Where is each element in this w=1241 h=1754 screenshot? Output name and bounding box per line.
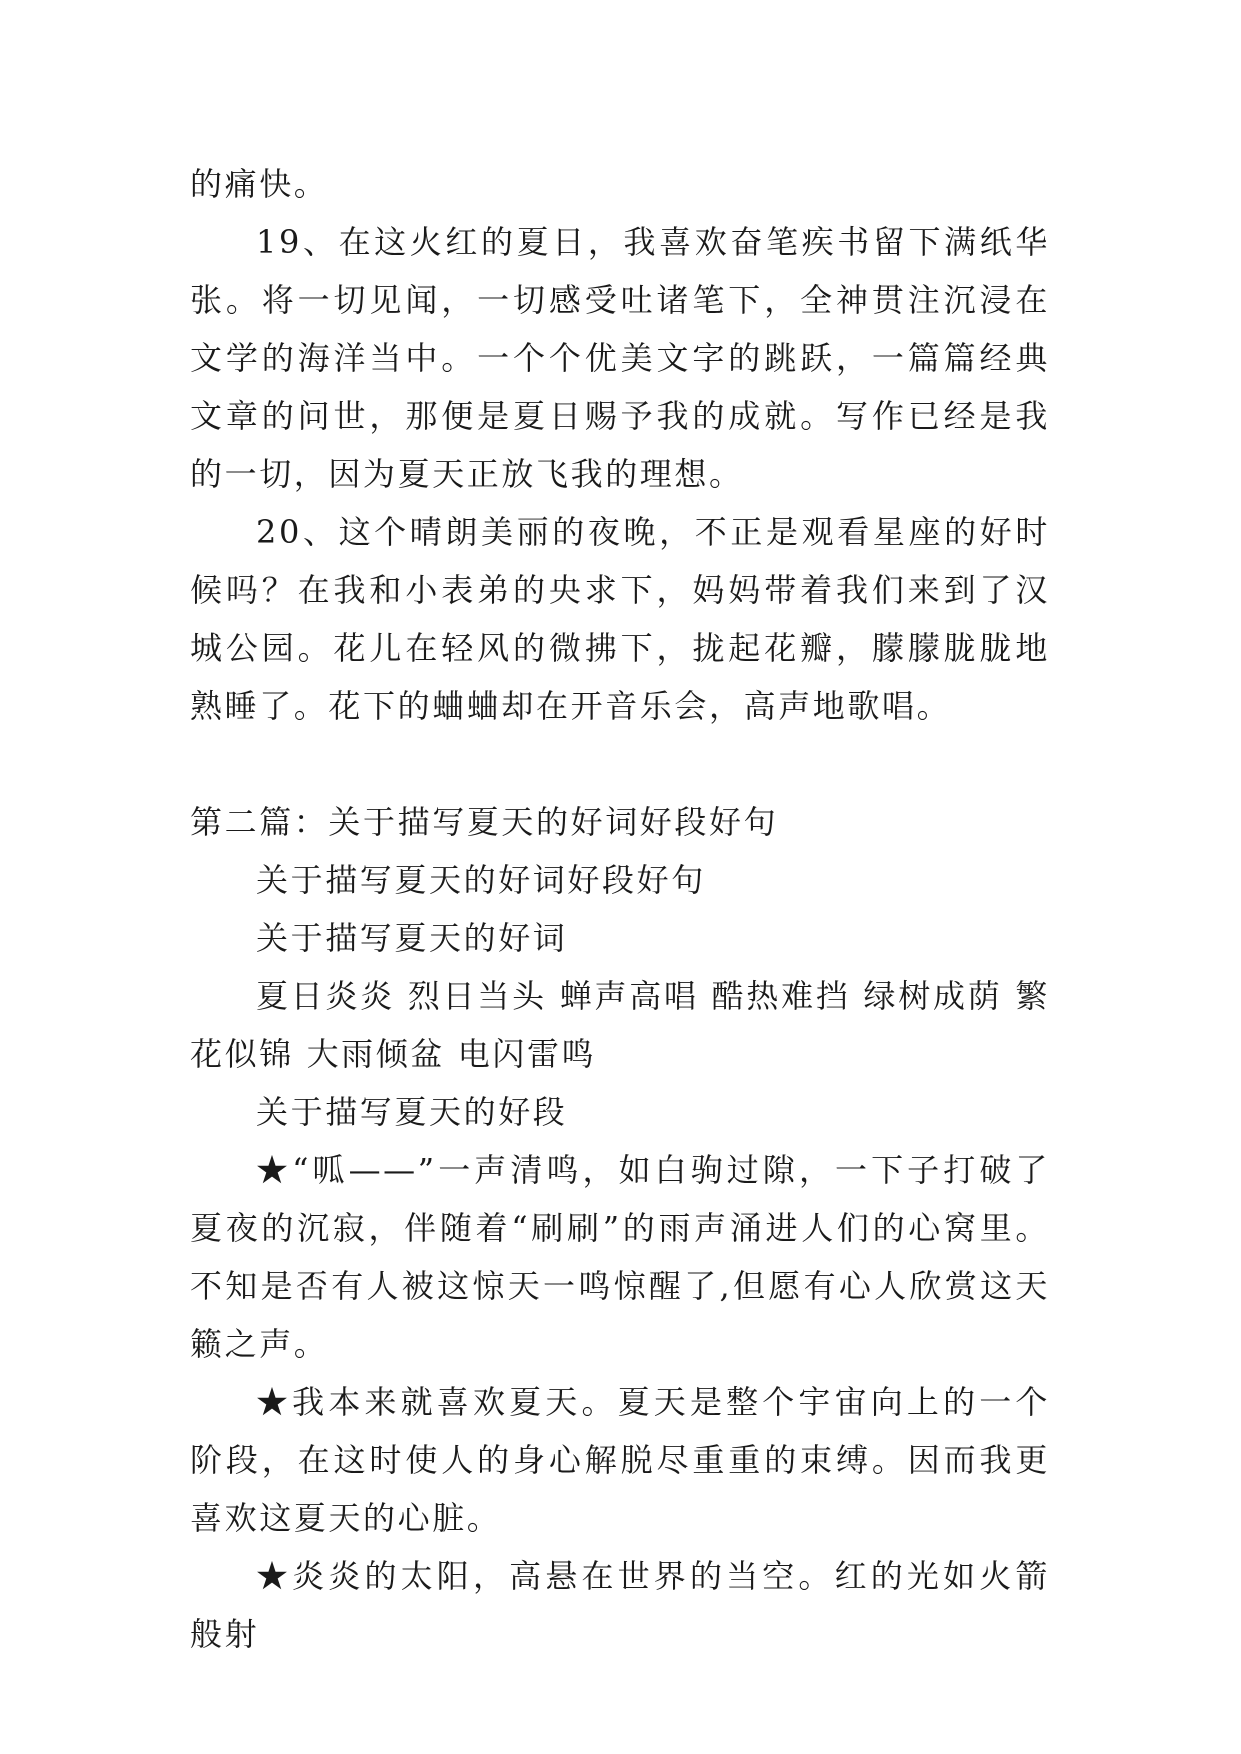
document-page [190,155,1050,1663]
star-paragraph-1: ★“呱——”一声清鸣，如白驹过隙，一下子打破了夏夜的沉寂，伴随着“刷刷”的雨声涌进人们的心窝里。不知是否有人被这惊天一鸣惊醒了,但愿有心人欣赏这天籁之声。 [190,1151,1050,1363]
section-title: 第二篇：关于描写夏天的好词好段好句 [190,803,779,841]
paragraphs-heading: 关于描写夏天的好段 [256,1093,568,1131]
paragraph-19: 19、在这火红的夏日，我喜欢奋笔疾书留下满纸华张。将一切见闻，一切感受吐诸笔下，全神贯注沉浸在文学的海洋当中。一个个优美文字的跳跃，一篇篇经典文章的问世，那便是夏日赐予我的成就。写作已经是我的一切，因为夏天正放飞我的理想。 [190,223,1050,493]
star-paragraph-3: ★炎炎的太阳，高悬在世界的当空。红的光如火箭般射 [190,1557,1050,1653]
words-list: 夏日炎炎 烈日当头 蝉声高唱 酷热难挡 绿树成荫 繁花似锦 大雨倾盆 电闪雷鸣 [190,977,1050,1073]
star-paragraph-2: ★我本来就喜欢夏天。夏天是整个宇宙向上的一个阶段，在这时使人的身心解脱尽重重的束缚。因而我更喜欢这夏天的心脏。 [190,1383,1050,1537]
paragraph-continued: 的痛快。 [190,165,329,203]
words-heading: 关于描写夏天的好词 [256,919,568,957]
sub-title: 关于描写夏天的好词好段好句 [256,861,706,899]
paragraph-20: 20、这个晴朗美丽的夜晚，不正是观看星座的好时候吗？在我和小表弟的央求下，妈妈带着我们来到了汉城公园。花儿在轻风的微拂下，拢起花瓣，朦朦胧胧地熟睡了。花下的蛐蛐却在开音乐会，高声地歌唱。 [190,513,1050,725]
